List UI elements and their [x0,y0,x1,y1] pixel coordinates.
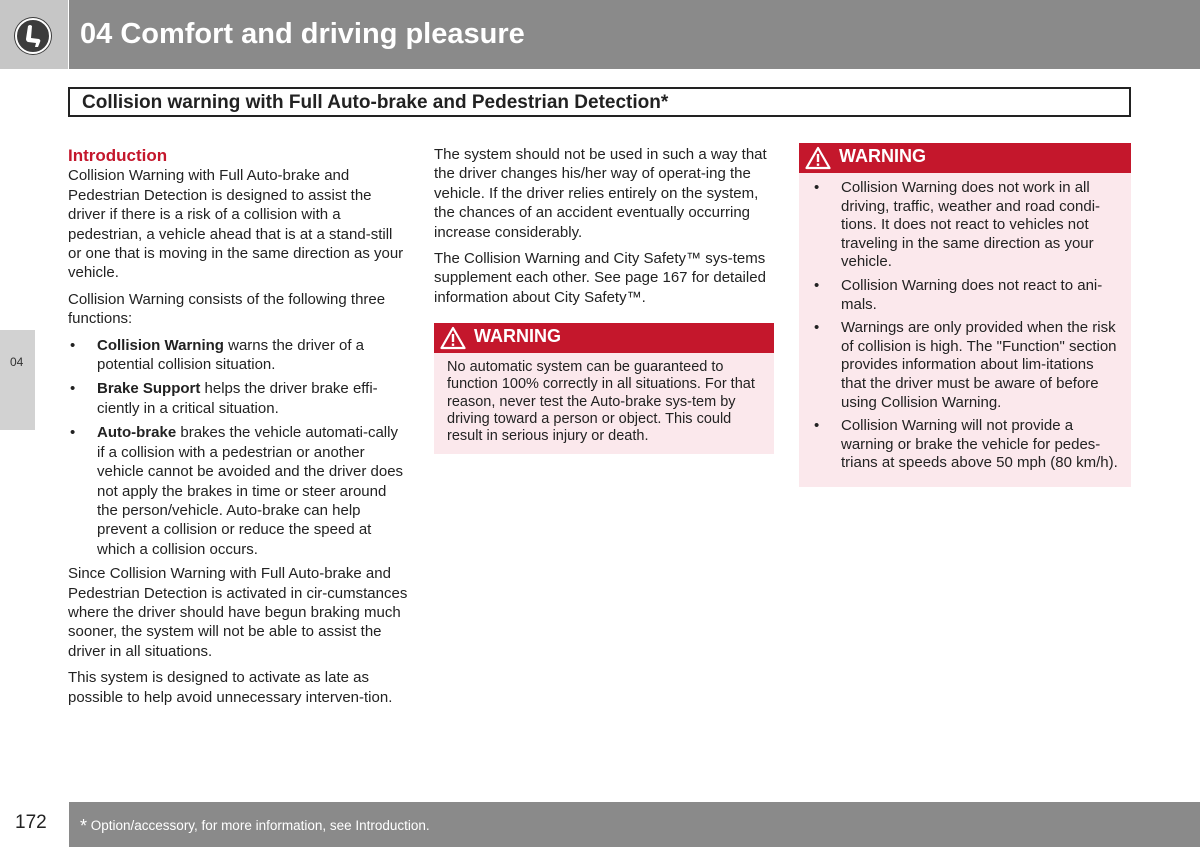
bullet-icon: • [70,424,76,442]
bullet-icon: • [814,179,820,196]
function-description: warns the driver of a potential collision situation. [97,336,364,374]
bullet-icon: • [814,319,820,337]
usage-paragraph: The system should not be used in such a way that the driver changes his/her way of operat-ing the vehicle. If the driver relies entirely on the system, the chances of an accident eventually occurring increase considerably. [434,146,767,241]
function-term: Auto-brake [97,424,177,442]
warning-box [799,143,1131,487]
function-term: Collision Warning [97,336,224,354]
function-description: helps the driver brake effi-ciently in a critical situation. [97,380,378,417]
list-item [68,379,408,418]
warning-label: WARNING [839,146,926,166]
warning-text: No automatic system can be guaranteed to function 100% correctly in all situations. For that reason, never test the Auto-brake sys-tem by driving toward a person or object. This could result in serious injury or death. [447,359,755,445]
warning-header [799,143,1131,173]
activation-paragraph: Since Collision Warning with Full Auto-brake and Pedestrian Detection is activated in cir-cumstances where the driver should have begun braking much sooner, the system will not be able to assist the driver in all situations. [68,565,408,660]
chapter-title: 04 Comfort and driving pleasure [80,18,525,50]
column-3 [799,143,1131,487]
warning-item-text: Warnings are only provided when the risk of collision is high. The "Function" section provides information about lim-itations that the driver must be aware of before using Collision Warning. [841,319,1117,411]
bullet-icon: • [814,276,820,294]
warning-item-text: Collision Warning will not provide a warning or brake the vehicle for pedes-trians at speeds above 50 mph (80 km/h). [841,417,1118,472]
functions-paragraph: Collision Warning consists of the following three functions: [68,290,386,328]
warning-box [434,323,774,454]
list-item [812,319,1121,412]
city-safety-paragraph: The Collision Warning and City Safety™ sys-tems supplement each other. See page 167 for detailed information about City Safety™. [434,250,766,306]
warning-triangle-icon [440,326,466,350]
footnote-star: * [80,816,88,836]
warning-list [799,173,1131,473]
bullet-icon: • [70,336,76,354]
function-description: brakes the vehicle automati-cally if a collision with a pedestrian or another vehicle cannot be avoided and the driver does not apply the brakes in time or steer around the person/vehicle. Auto-brake can help prevent a collision or reduce the speed at which a collision occurs. [97,424,404,558]
bullet-icon: • [70,380,76,398]
footnote [80,816,430,837]
chapter-tab-label: 04 [10,355,24,369]
footnote-text: Option/accessory, for more information, see Introduction. [87,818,430,833]
function-term: Brake Support [97,380,201,398]
section-title: Collision warning with Full Auto-brake and Pedestrian Detection* [68,87,1131,117]
list-item [68,336,408,375]
page-number: 172 [15,812,47,833]
column-2 [434,145,774,454]
list-item [812,277,1121,314]
functions-list [68,336,408,559]
list-item [812,179,1121,272]
list-item [812,417,1121,473]
header-icon-box [0,0,68,69]
intro-paragraph: Collision Warning with Full Auto-brake and Pedestrian Detection is designed to assist the driver if there is a risk of a collision with a pedestrian, a vehicle ahead that is at a stand-still or one that is moving in the same direction as your vehicle. [68,167,404,282]
list-item [68,423,408,559]
warning-item-text: Collision Warning does not react to ani-mals. [841,276,1103,313]
warning-label: WARNING [474,326,561,347]
column-1 [68,146,408,714]
warning-triangle-icon [805,146,831,170]
warning-item-text: Collision Warning does not work in all driving, traffic, weather and road condi-tions. It does not react to vehicles not traveling in the same direction as your vehicle. [841,179,1101,271]
late-activation-paragraph: This system is designed to activate as late as possible to help avoid unnecessary interven-tion. [68,669,393,706]
seat-icon [15,18,51,54]
warning-header [434,323,774,353]
chapter-tab [0,330,35,430]
introduction-heading: Introduction [68,146,168,165]
bullet-icon: • [814,417,820,435]
